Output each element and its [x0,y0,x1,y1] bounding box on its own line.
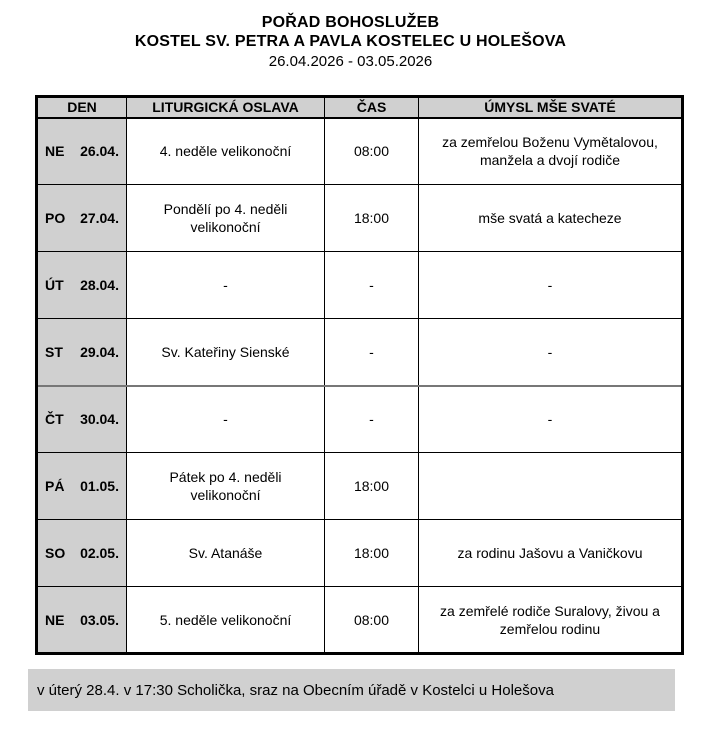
time-cell: - [325,319,419,386]
day-inner [38,252,126,318]
day-abbr: NE [45,143,65,160]
intention-cell: - [419,386,683,453]
day-inner [38,520,126,586]
celebration-cell: Pátek po 4. neděli velikonoční [127,453,325,520]
table-row [37,252,683,319]
table-row [37,453,683,520]
header-umysl-mse-svate: ÚMYSL MŠE SVATÉ [419,97,683,118]
footer-note-text: v úterý 28.4. v 17:30 Scholička, sraz na Obecním úřadě v Kostelci u Holešova [37,681,554,699]
table-row [37,185,683,252]
intention-cell: mše svatá a katecheze [419,185,683,252]
schedule-table [35,95,684,655]
celebration-cell: Pondělí po 4. neděli velikonoční [127,185,325,252]
celebration-cell: Sv. Atanáše [127,520,325,587]
day-inner [38,453,126,519]
title-block [0,0,701,71]
day-inner [38,587,126,652]
day-date: 27.04. [80,210,119,226]
schedule-table-body [37,118,683,654]
day-cell [37,520,127,587]
church-name: KOSTEL SV. PETRA A PAVLA KOSTELEC U HOLEŠOVA [134,33,567,50]
day-inner [38,185,126,251]
day-cell [37,587,127,654]
time-cell: 18:00 [325,453,419,520]
table-row [37,319,683,386]
day-abbr: ČT [45,411,64,428]
intention-cell: za zemřelou Boženu Vymětalovou, manžela a dvojí rodiče [419,118,683,185]
day-abbr: SO [45,545,66,561]
day-date: 03.05. [80,611,119,628]
day-abbr: ÚT [45,277,64,293]
day-date: 29.04. [80,343,119,360]
table-row [37,520,683,587]
time-cell: 18:00 [325,185,419,252]
day-date: 30.04. [80,411,119,428]
celebration-cell: Sv. Kateřiny Sienské [127,319,325,386]
day-date: 02.05. [80,545,119,561]
celebration-cell: - [127,252,325,319]
time-cell: - [325,252,419,319]
intention-cell: za zemřelé rodiče Suralovy, živou a zemřelou rodinu [419,587,683,654]
day-cell [37,386,127,453]
table-row [37,587,683,654]
header-row [37,97,683,118]
day-date: 26.04. [80,143,119,160]
day-abbr: PÁ [45,478,65,494]
time-cell: 18:00 [325,520,419,587]
day-date: 01.05. [80,478,119,494]
celebration-cell: 4. neděle velikonoční [127,118,325,185]
day-date: 28.04. [80,277,119,293]
table-row [37,118,683,185]
header-den: DEN [37,97,127,118]
time-cell: 08:00 [325,118,419,185]
intention-cell [419,453,683,520]
day-cell [37,185,127,252]
page-title: POŘAD BOHOSLUŽEB [261,14,440,31]
intention-cell: - [419,252,683,319]
day-cell [37,252,127,319]
intention-cell: - [419,319,683,386]
footer-note-bar [28,669,675,711]
day-inner [38,119,126,185]
table-row [37,386,683,453]
day-inner [38,319,126,385]
celebration-cell: - [127,386,325,453]
intention-cell: za rodinu Jašovu a Vaničkovu [419,520,683,587]
day-abbr: PO [45,210,66,226]
day-cell [37,453,127,520]
schedule-table-header [37,97,683,118]
day-abbr: ST [45,343,63,360]
header-liturgicka-oslava: LITURGICKÁ OSLAVA [127,97,325,118]
time-cell: - [325,386,419,453]
celebration-cell: 5. neděle velikonoční [127,587,325,654]
day-cell [37,319,127,386]
date-range: 26.04.2026 - 03.05.2026 [268,53,433,70]
time-cell: 08:00 [325,587,419,654]
day-abbr: NE [45,611,65,628]
header-cas: ČAS [325,97,419,118]
day-inner [38,387,126,453]
day-cell [37,118,127,185]
